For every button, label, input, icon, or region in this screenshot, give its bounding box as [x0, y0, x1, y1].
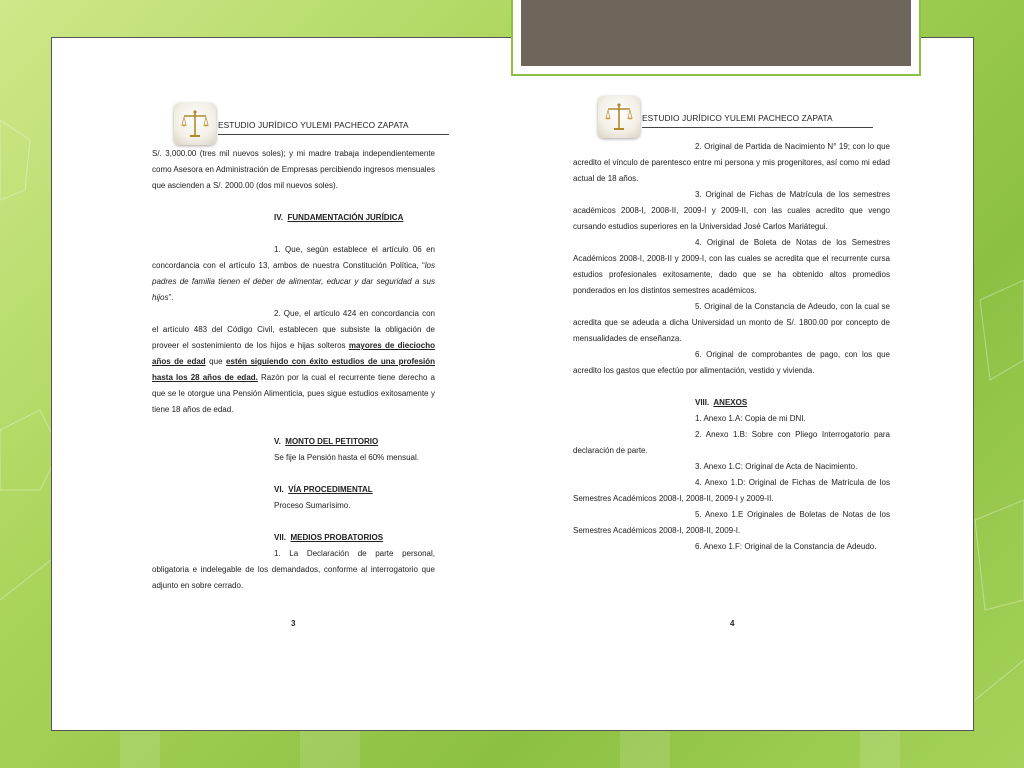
top-image-frame: [511, 0, 921, 76]
section-v-heading: [152, 434, 435, 450]
evidence-item-2: 2. Original de Partida de Nacimiento N° 19; con lo que acredito el vínculo de parentesco entre mi persona y mis progenitores, así como mi edad actual de 18 años.: [573, 142, 890, 183]
page-body: [573, 139, 890, 555]
scales-of-justice-logo: [174, 103, 216, 145]
section-title: VÍA PROCEDIMENTAL: [288, 485, 373, 494]
evidence-item-5: 5. Original de la Constancia de Adeudo, con la cual se acredita que se adeuda a dicha Universidad un monto de S/. 1800.00 por concepto de mensualidades de enseñanza.: [573, 302, 890, 343]
section-number: VII.: [274, 533, 287, 542]
section-title: MEDIOS PROBATORIOS: [290, 533, 384, 542]
section-title: ANEXOS: [713, 398, 748, 407]
annex-item-1: 1. Anexo 1.A: Copia de mi DNI.: [695, 414, 806, 423]
annex-item-2: 2. Anexo 1.B: Sobre con Pliego Interrogatorio para declaración de parte.: [573, 430, 890, 455]
annex-item-4: 4. Anexo 1.D: Original de Fichas de Matrícula de los Semestres Académicos 2008-I, 2008-II, 2009-I y 2009-II.: [573, 478, 890, 503]
section-number: VIII.: [695, 398, 710, 407]
scales-of-justice-logo: [598, 96, 640, 138]
section-vii-heading: [152, 530, 435, 546]
slide-content-frame: [51, 37, 974, 731]
paragraph-2: 2. Que, el artículo 424 en concordancia con el artículo 483 del Código Civil, establecen que subsiste la obligación de proveer el sostenimiento de los hijos e hijas solteros mayores de dieciocho años de edad que estén siguiendo con éxito estudios de una profesión hasta los 28 años de edad. Razón por la cual el recurrente tiene derecho a que se le otorgue una Pensión Alimenticia, pues sigue estudios exitosamente y tiene 18 años de edad.: [152, 309, 436, 414]
top-image-placeholder: [521, 0, 911, 66]
annex-item-3: 3. Anexo 1.C: Original de Acta de Nacimiento.: [695, 462, 858, 471]
annex-item-5: 5. Anexo 1.E Originales de Boletas de Notas de los Semestres Académicos 2008-I, 2008-II, 2009-I.: [573, 510, 890, 535]
page-number: 3: [291, 619, 296, 628]
section-vi-heading: [152, 482, 435, 498]
annex-item-6: 6. Anexo 1.F: Original de la Constancia de Adeudo.: [695, 542, 877, 551]
page-number: 4: [730, 619, 735, 628]
section-vii-item-1: 1. La Declaración de parte personal, obligatoria e indelegable de los demandados, conforme al interrogatorio que adjunto en sobre cerrado.: [152, 549, 435, 590]
intro-paragraph: S/. 3,000.00 (tres mil nuevos soles); y mi madre trabaja independientemente como Asesora en Administración de Empresas percibiendo ingresos mensuales que ascienden a S/. 2000.00 (dos mil nuevos soles).: [152, 149, 435, 190]
page-body: [152, 146, 435, 594]
section-v-text: Se fije la Pensión hasta el 60% mensual.: [274, 453, 419, 462]
evidence-item-6: 6. Original de comprobantes de pago, con los que acredito los gastos que efectúo por alimentación, vestido y vivienda.: [573, 350, 890, 375]
firm-name-header: ESTUDIO JURÍDICO YULEMI PACHECO ZAPATA: [218, 117, 449, 135]
evidence-item-4: 4. Original de Boleta de Notas de los Semestres Académicos 2008-I, 2008-II y 2009-I, con las cuales se acredita que el recurrente cursa estudios profesionales exitosamente, dado que se ha obtenido altos promedios ponderados en los distintos semestres académicos.: [573, 238, 890, 295]
section-title: MONTO DEL PETITORIO: [285, 437, 379, 446]
section-title: FUNDAMENTACIÓN JURÍDICA: [287, 213, 404, 222]
evidence-item-3: 3. Original de Fichas de Matrícula de los semestres académicos 2008-I, 2008-II, 2009-I y 2009-II, con las cuales acredito que vengo cursando estudios superiores en la Universidad José Carlos Mariátegui.: [573, 190, 890, 231]
paragraph-1: 1. Que, según establece el artículo 06 en concordancia con el artículo 13, ambos de nuestra Constitución Política, “los padres de familia tienen el deber de alimentar, educar y dar seguridad a sus hijos”.: [152, 245, 435, 302]
section-vi-text: Proceso Sumarísimo.: [274, 501, 351, 510]
section-number: VI.: [274, 485, 284, 494]
section-iv-heading: [152, 210, 435, 226]
section-number: IV.: [274, 213, 284, 222]
section-viii-heading: [573, 395, 890, 411]
firm-name-header: ESTUDIO JURÍDICO YULEMI PACHECO ZAPATA: [642, 110, 873, 128]
section-number: V.: [274, 437, 281, 446]
